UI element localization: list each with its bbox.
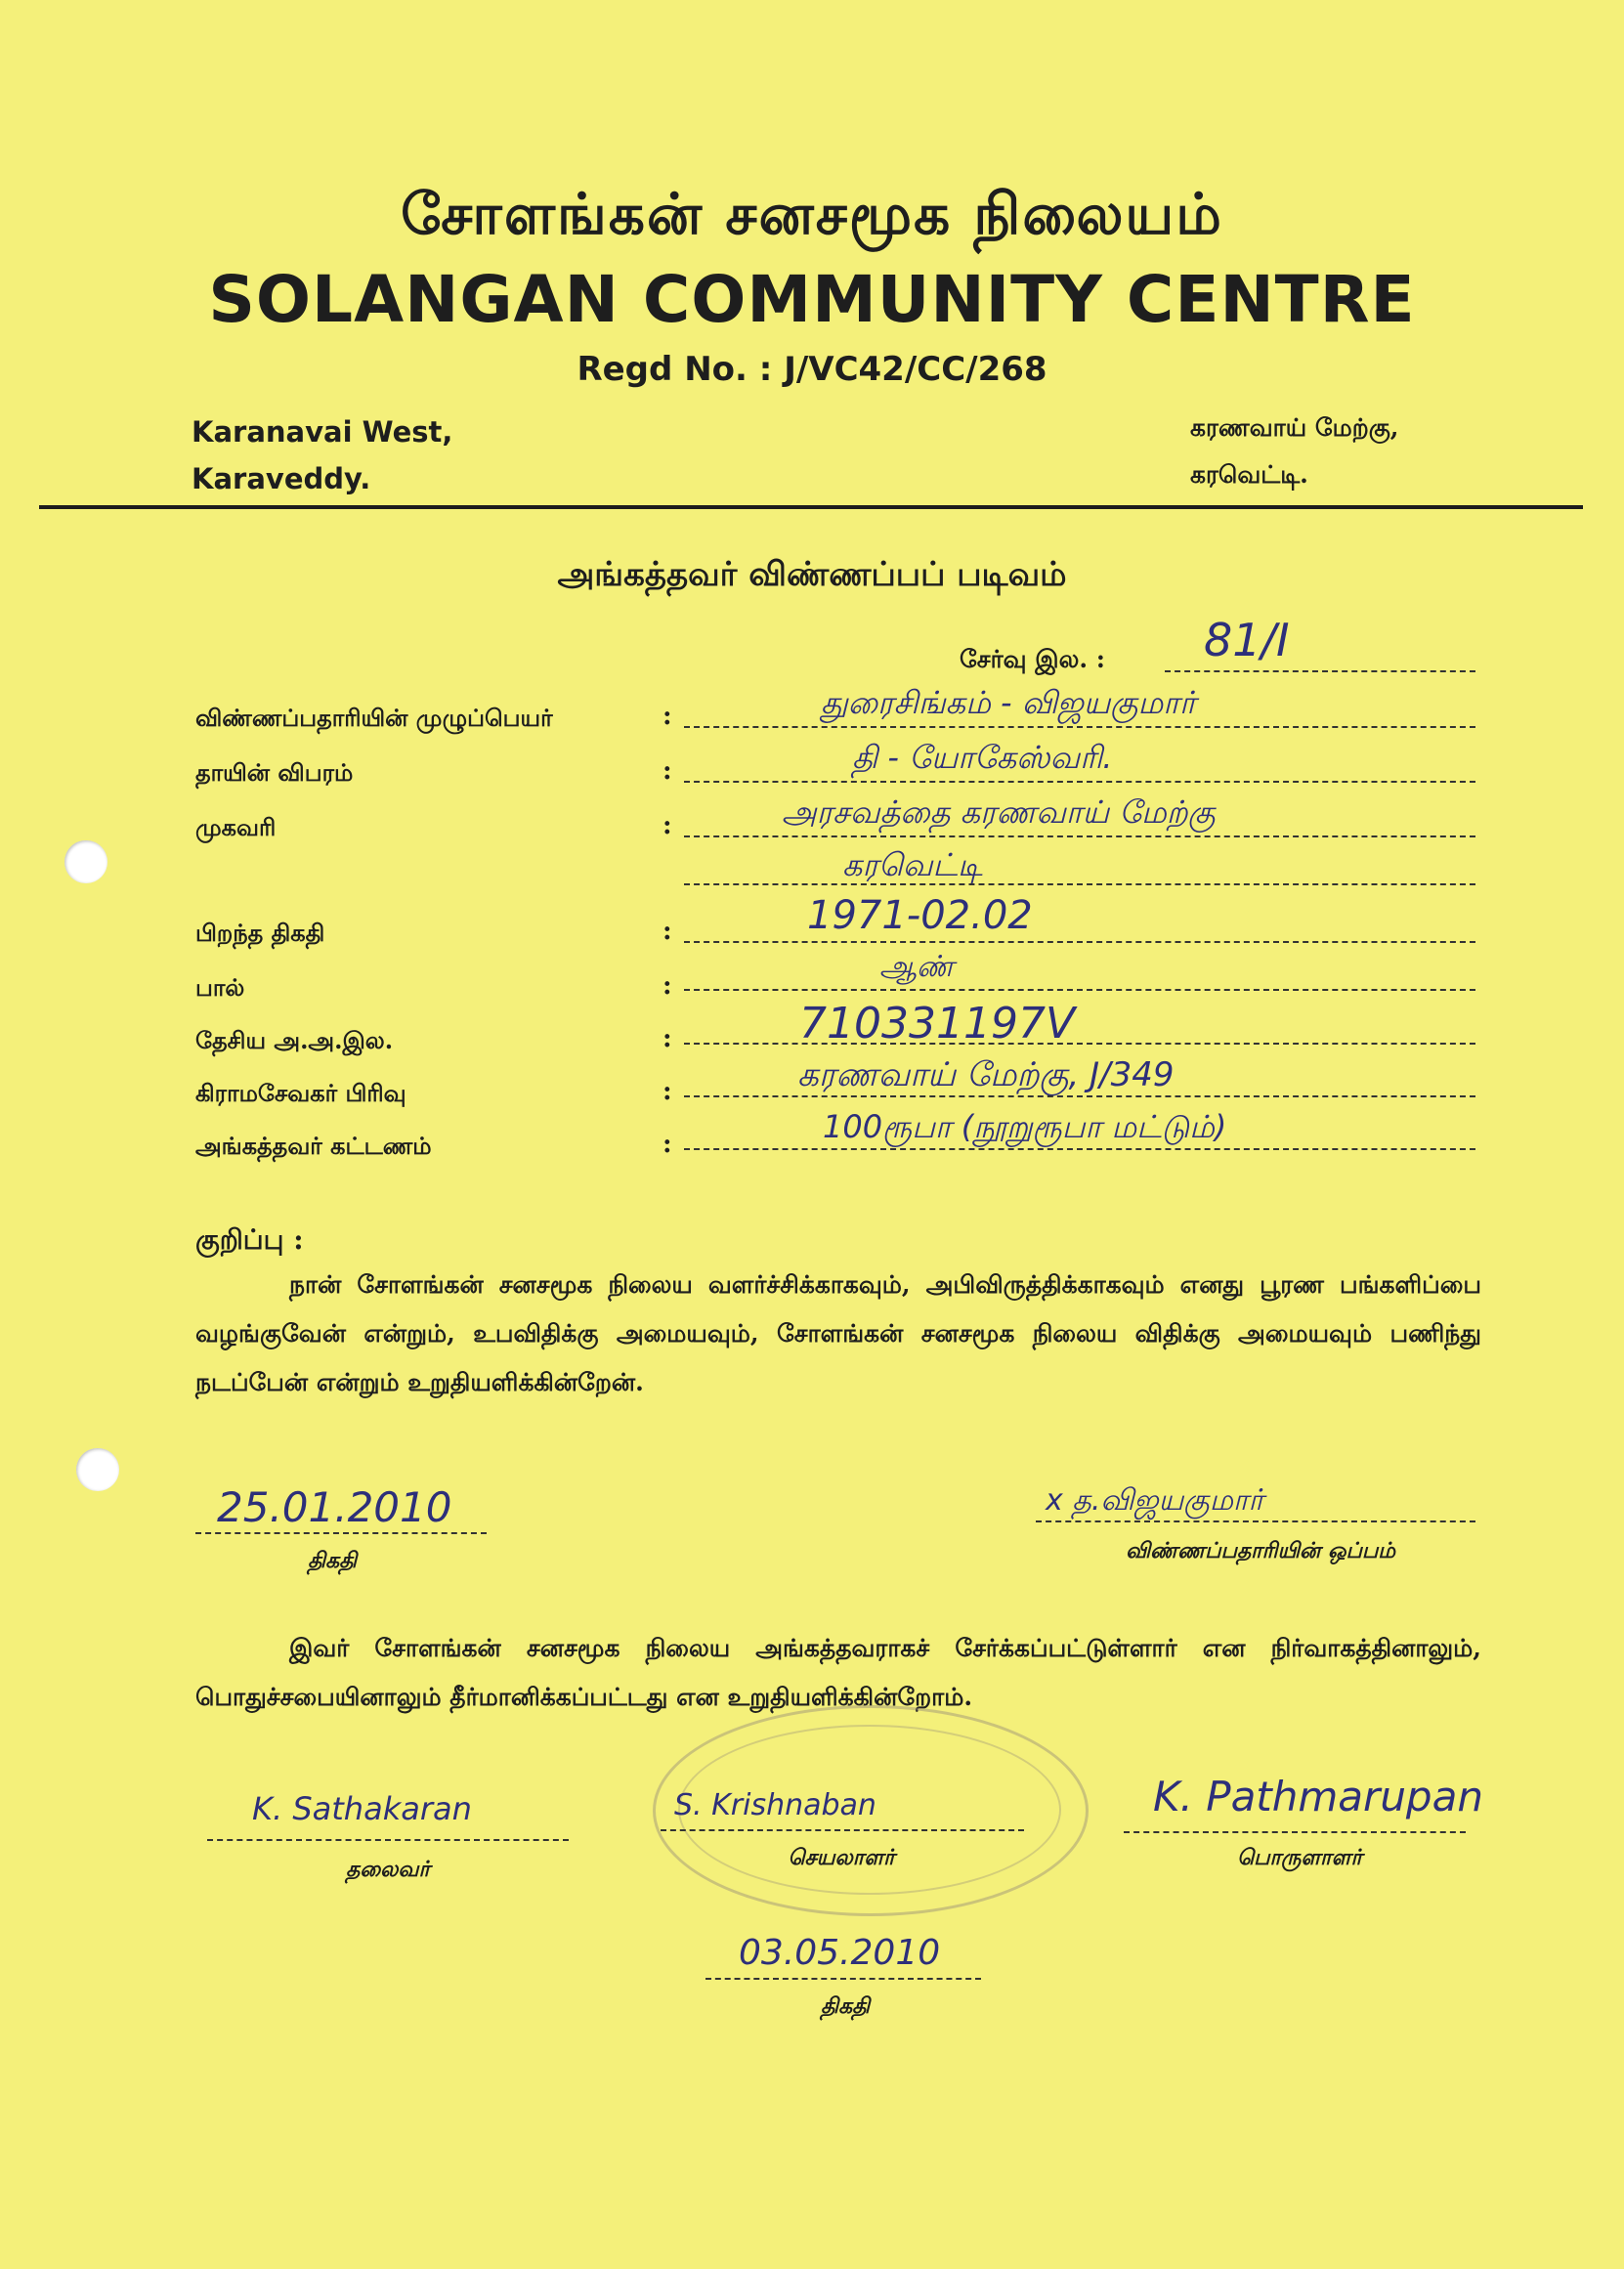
field-line-address-2 [684,883,1475,885]
field-line-dob [684,941,1475,943]
field-colon: : [662,1077,672,1106]
field-value-nic[interactable]: 710331197V [799,999,1076,1049]
field-value-gn-division[interactable]: கரணவாய் மேற்கு, J/349 [797,1055,1175,1094]
officers-date-value[interactable]: 03.05.2010 [739,1933,941,1973]
punch-hole-top [64,840,107,883]
serial-number-label: சேர்வு இல. : [960,645,1105,673]
field-value-dob[interactable]: 1971-02.02 [807,893,1033,938]
confirmation-body: இவர் சோளங்கன் சனசமூக நிலைய அங்கத்தவராகச் சேர்க்கப்பட்டுள்ளார் என நிர்வாகத்தினாலும், பொதுச்சபையினாலும் தீர்மானிக்கப்பட்டது என உறுதியளிக்கின்றோம். [195,1634,1481,1711]
applicant-signature-caption: விண்ணப்பதாரியின் ஒப்பம் [1126,1538,1395,1563]
header-divider [39,505,1583,509]
field-line-gn-division [684,1095,1475,1097]
officers-date-line [705,1978,981,1980]
applicant-signature-line [1036,1520,1475,1522]
field-label-address: முகவரி [195,813,277,841]
field-value-fullname[interactable]: துரைசிங்கம் - விஜயகுமார் [821,684,1196,721]
field-line-mother [684,781,1475,783]
applicant-signature[interactable]: x த.விஜயகுமார் [1046,1483,1264,1518]
address-english [192,408,452,502]
field-value-mother[interactable]: தி - யோகேஸ்வரி. [852,739,1113,776]
president-signature[interactable]: K. Sathakaran [252,1790,472,1827]
field-label-nic: தேசிய அ.அ.இல. [195,1026,394,1054]
address-tamil [1190,405,1399,498]
field-label-mother: தாயின் விபரம் [195,758,354,787]
field-label-dob: பிறந்த திகதி [195,919,325,947]
treasurer-signature[interactable]: K. Pathmarupan [1153,1773,1483,1820]
secretary-signature-line [661,1829,1024,1831]
address-english-line-2: Karaveddy. [192,462,371,495]
field-value-address-line-2[interactable]: கரவெட்டி [842,846,983,883]
field-colon: : [662,1130,672,1159]
field-line-address-1 [684,835,1475,837]
field-line-fee [684,1148,1475,1150]
field-label-gender: பால் [195,973,245,1002]
field-value-address-line-1[interactable]: அரசவத்தை கரணவாய் மேற்கு [782,793,1216,831]
note-body: நான் சோளங்கன் சனசமூக நிலைய வளர்ச்சிக்காகவும், அபிவிருத்திக்காகவும் எனது பூரண பங்களிப்பை வழங்குவேன் என்றும், உபவிதிக்கு அமையவும், சோளங்கன் சனசமூக நிலைய விதிக்கு அமையவும் பணிந்து நடப்பேன் என்றும் உறுதியளிக்கின்றேன். [195,1270,1481,1396]
field-label-gn-division: கிராமசேவகர் பிரிவு [195,1079,406,1107]
applicant-date-value[interactable]: 25.01.2010 [217,1483,452,1531]
note-heading: குறிப்பு : [195,1223,304,1256]
secretary-signature[interactable]: S. Krishnaban [674,1788,876,1822]
serial-number-line [1165,670,1475,672]
field-line-fullname [684,726,1475,728]
address-tamil-line-2: கரவெட்டி. [1190,460,1308,489]
form-title: அங்கத்தவர் விண்ணப்பப் படிவம் [557,555,1067,594]
applicant-date-caption: திகதி [307,1548,358,1573]
field-colon: : [662,756,672,786]
field-colon: : [662,1024,672,1053]
applicant-date-line [195,1532,487,1534]
registration-number: Regd No. : J/VC42/CC/268 [577,350,1047,389]
org-title-tamil: சோளங்கன் சனசமூக நிலையம் [401,181,1223,247]
serial-number-value[interactable]: 81/I [1204,614,1290,666]
field-colon: : [662,811,672,840]
treasurer-signature-line [1124,1831,1466,1833]
president-caption: தலைவர் [346,1857,430,1882]
field-value-fee[interactable]: 100ரூபா (நூறுரூபா மட்டும்) [823,1108,1227,1145]
field-label-fee: அங்கத்தவர் கட்டணம் [195,1132,432,1160]
field-colon: : [662,917,672,946]
field-colon: : [662,702,672,731]
officers-date-caption: திகதி [820,1993,871,2019]
address-english-line-1: Karanavai West, [192,415,453,449]
punch-hole-bottom [76,1448,119,1491]
treasurer-caption: பொருளாளர் [1236,1845,1363,1870]
field-label-fullname: விண்ணப்பதாரியின் முழுப்பெயர் [195,704,553,732]
secretary-caption: செயலாளர் [788,1845,895,1870]
president-signature-line [207,1839,569,1841]
field-colon: : [662,971,672,1001]
address-tamil-line-1: கரணவாய் மேற்கு, [1190,413,1399,442]
field-line-gender [684,989,1475,991]
org-title-english: SOLANGAN COMMUNITY CENTRE [208,262,1416,337]
field-value-gender[interactable]: ஆண் [879,950,955,984]
field-line-nic [684,1043,1475,1045]
